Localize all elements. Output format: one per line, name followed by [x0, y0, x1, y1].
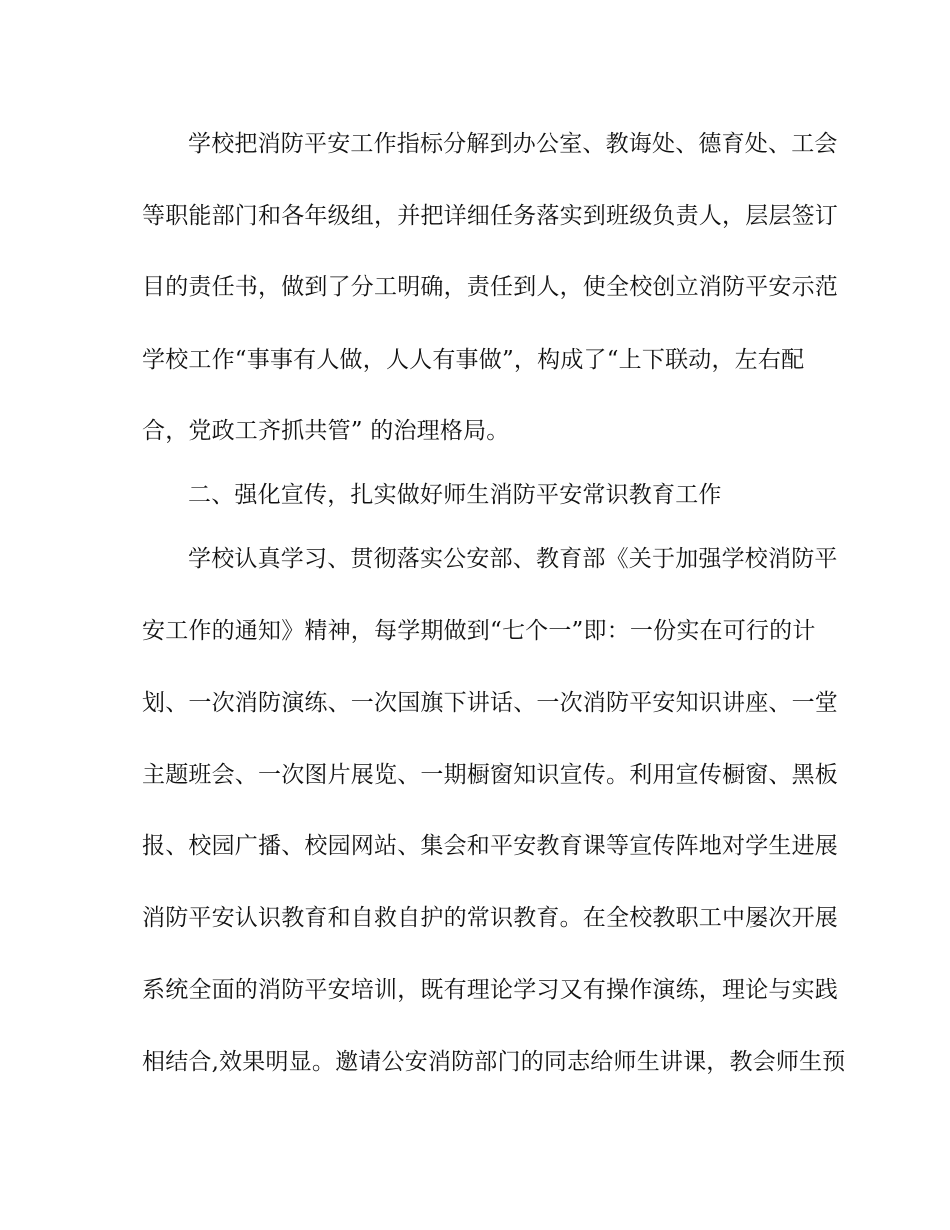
paragraph-line: 相结合,效果明显。邀请公安消防部门的同志给师生讲课，教会师生预	[142, 1049, 846, 1075]
paragraph-line: 合，党政工齐抓共管” 的治理格局。	[142, 418, 510, 444]
paragraph-line: 学校工作“事事有人做，人人有事做”，构成了“上下联动，左右配	[142, 347, 805, 373]
paragraph-line: 目的责任书，做到了分工明确，责任到人，使全校创立消防平安示范	[142, 274, 838, 300]
section-heading: 二、强化宣传，扎实做好师生消防平安常识教育工作	[188, 482, 722, 508]
paragraph-line: 安工作的通知》精神，每学期做到“七个一”即：一份实在可行的计	[142, 618, 816, 644]
paragraph-line: 系统全面的消防平安培训，既有理论学习又有操作演练，理论与实践	[142, 977, 838, 1003]
paragraph-line: 划、一次消防演练、一次国旗下讲话、一次消防平安知识讲座、一堂	[142, 690, 838, 716]
paragraph-line: 学校把消防平安工作指标分解到办公室、教诲处、德育处、工会	[188, 131, 838, 157]
paragraph-line: 主题班会、一次图片展览、一期橱窗知识宣传。利用宣传橱窗、黑板	[142, 762, 838, 788]
paragraph-line: 等职能部门和各年级组，并把详细任务落实到班级负责人，层层签订	[142, 203, 838, 229]
paragraph-line: 学校认真学习、贯彻落实公安部、教育部《关于加强学校消防平	[188, 546, 838, 572]
paragraph-line: 消防平安认识教育和自救自护的常识教育。在全校教职工中屡次开展	[142, 905, 838, 931]
paragraph-line: 报、校园广播、校园网站、集会和平安教育课等宣传阵地对学生进展	[142, 833, 838, 859]
